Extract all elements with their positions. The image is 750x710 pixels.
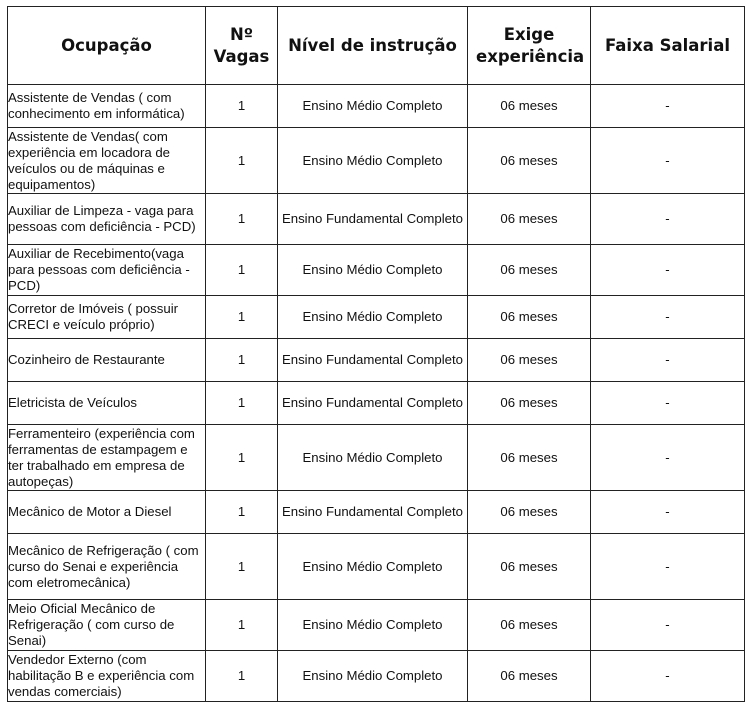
cell-faixa: -: [591, 194, 745, 245]
cell-vagas: 1: [206, 194, 278, 245]
table-row: [8, 128, 745, 194]
cell-vagas: 1: [206, 491, 278, 534]
cell-ocupacao: Eletricista de Veículos: [8, 382, 206, 425]
header-row: [8, 7, 745, 85]
cell-ocupacao: Auxiliar de Recebimento(vaga para pessoas com deficiência - PCD): [8, 245, 206, 296]
cell-ocupacao: Meio Oficial Mecânico de Refrigeração ( com curso de Senai): [8, 600, 206, 651]
cell-nivel: Ensino Médio Completo: [278, 600, 468, 651]
cell-vagas: 1: [206, 651, 278, 702]
header-experiencia: [468, 7, 591, 85]
cell-ocupacao: Mecânico de Refrigeração ( com curso do Senai e experiência com eletromecânica): [8, 534, 206, 600]
cell-ocupacao: Cozinheiro de Restaurante: [8, 339, 206, 382]
header-faixa: Faixa Salarial: [591, 7, 745, 85]
cell-experiencia: 06 meses: [468, 128, 591, 194]
cell-faixa: -: [591, 339, 745, 382]
cell-vagas: 1: [206, 382, 278, 425]
cell-experiencia: 06 meses: [468, 491, 591, 534]
cell-experiencia: 06 meses: [468, 194, 591, 245]
table-row: [8, 339, 745, 382]
cell-experiencia: 06 meses: [468, 425, 591, 491]
header-experiencia-label: Exige experiência: [476, 24, 585, 66]
table-row: [8, 382, 745, 425]
cell-ocupacao: Vendedor Externo (com habilitação B e experiência com vendas comerciais): [8, 651, 206, 702]
cell-experiencia: 06 meses: [468, 382, 591, 425]
cell-nivel: Ensino Fundamental Completo: [278, 382, 468, 425]
cell-ocupacao: Auxiliar de Limpeza - vaga para pessoas com deficiência - PCD): [8, 194, 206, 245]
cell-faixa: -: [591, 491, 745, 534]
cell-experiencia: 06 meses: [468, 296, 591, 339]
cell-experiencia: 06 meses: [468, 651, 591, 702]
cell-faixa: -: [591, 296, 745, 339]
cell-nivel: Ensino Fundamental Completo: [278, 339, 468, 382]
cell-nivel: Ensino Médio Completo: [278, 651, 468, 702]
cell-nivel: Ensino Médio Completo: [278, 425, 468, 491]
cell-vagas: 1: [206, 128, 278, 194]
cell-faixa: -: [591, 534, 745, 600]
table-row: [8, 600, 745, 651]
cell-experiencia: 06 meses: [468, 339, 591, 382]
cell-vagas: 1: [206, 296, 278, 339]
cell-nivel: Ensino Médio Completo: [278, 534, 468, 600]
header-ocupacao: Ocupação: [8, 7, 206, 85]
cell-faixa: -: [591, 600, 745, 651]
cell-faixa: -: [591, 128, 745, 194]
cell-nivel: Ensino Médio Completo: [278, 85, 468, 128]
cell-experiencia: 06 meses: [468, 245, 591, 296]
table-row: [8, 425, 745, 491]
table-row: [8, 245, 745, 296]
table-body: [8, 85, 745, 702]
cell-vagas: 1: [206, 600, 278, 651]
cell-experiencia: 06 meses: [468, 534, 591, 600]
table-row: [8, 296, 745, 339]
table-row: [8, 534, 745, 600]
cell-ocupacao: Corretor de Imóveis ( possuir CRECI e veículo próprio): [8, 296, 206, 339]
job-openings-table: [7, 6, 745, 702]
cell-nivel: Ensino Médio Completo: [278, 245, 468, 296]
cell-nivel: Ensino Fundamental Completo: [278, 491, 468, 534]
table-row: [8, 491, 745, 534]
cell-vagas: 1: [206, 245, 278, 296]
cell-ocupacao: Ferramenteiro (experiência com ferramentas de estampagem e ter trabalhado em empresa de autopeças): [8, 425, 206, 491]
cell-vagas: 1: [206, 85, 278, 128]
cell-ocupacao: Assistente de Vendas ( com conhecimento em informática): [8, 85, 206, 128]
cell-vagas: 1: [206, 425, 278, 491]
cell-faixa: -: [591, 245, 745, 296]
cell-vagas: 1: [206, 534, 278, 600]
cell-faixa: -: [591, 425, 745, 491]
table-row: [8, 194, 745, 245]
header-nivel: Nível de instrução: [278, 7, 468, 85]
cell-vagas: 1: [206, 339, 278, 382]
header-vagas: [206, 7, 278, 85]
table-row: [8, 85, 745, 128]
cell-nivel: Ensino Fundamental Completo: [278, 194, 468, 245]
header-vagas-label: Nº Vagas: [213, 24, 270, 66]
cell-experiencia: 06 meses: [468, 85, 591, 128]
cell-faixa: -: [591, 382, 745, 425]
cell-faixa: -: [591, 85, 745, 128]
table-header: [8, 7, 745, 85]
cell-faixa: -: [591, 651, 745, 702]
cell-ocupacao: Assistente de Vendas( com experiência em locadora de veículos ou de máquinas e equipamentos): [8, 128, 206, 194]
cell-nivel: Ensino Médio Completo: [278, 128, 468, 194]
table-row: [8, 651, 745, 702]
cell-experiencia: 06 meses: [468, 600, 591, 651]
cell-ocupacao: Mecânico de Motor a Diesel: [8, 491, 206, 534]
cell-nivel: Ensino Médio Completo: [278, 296, 468, 339]
